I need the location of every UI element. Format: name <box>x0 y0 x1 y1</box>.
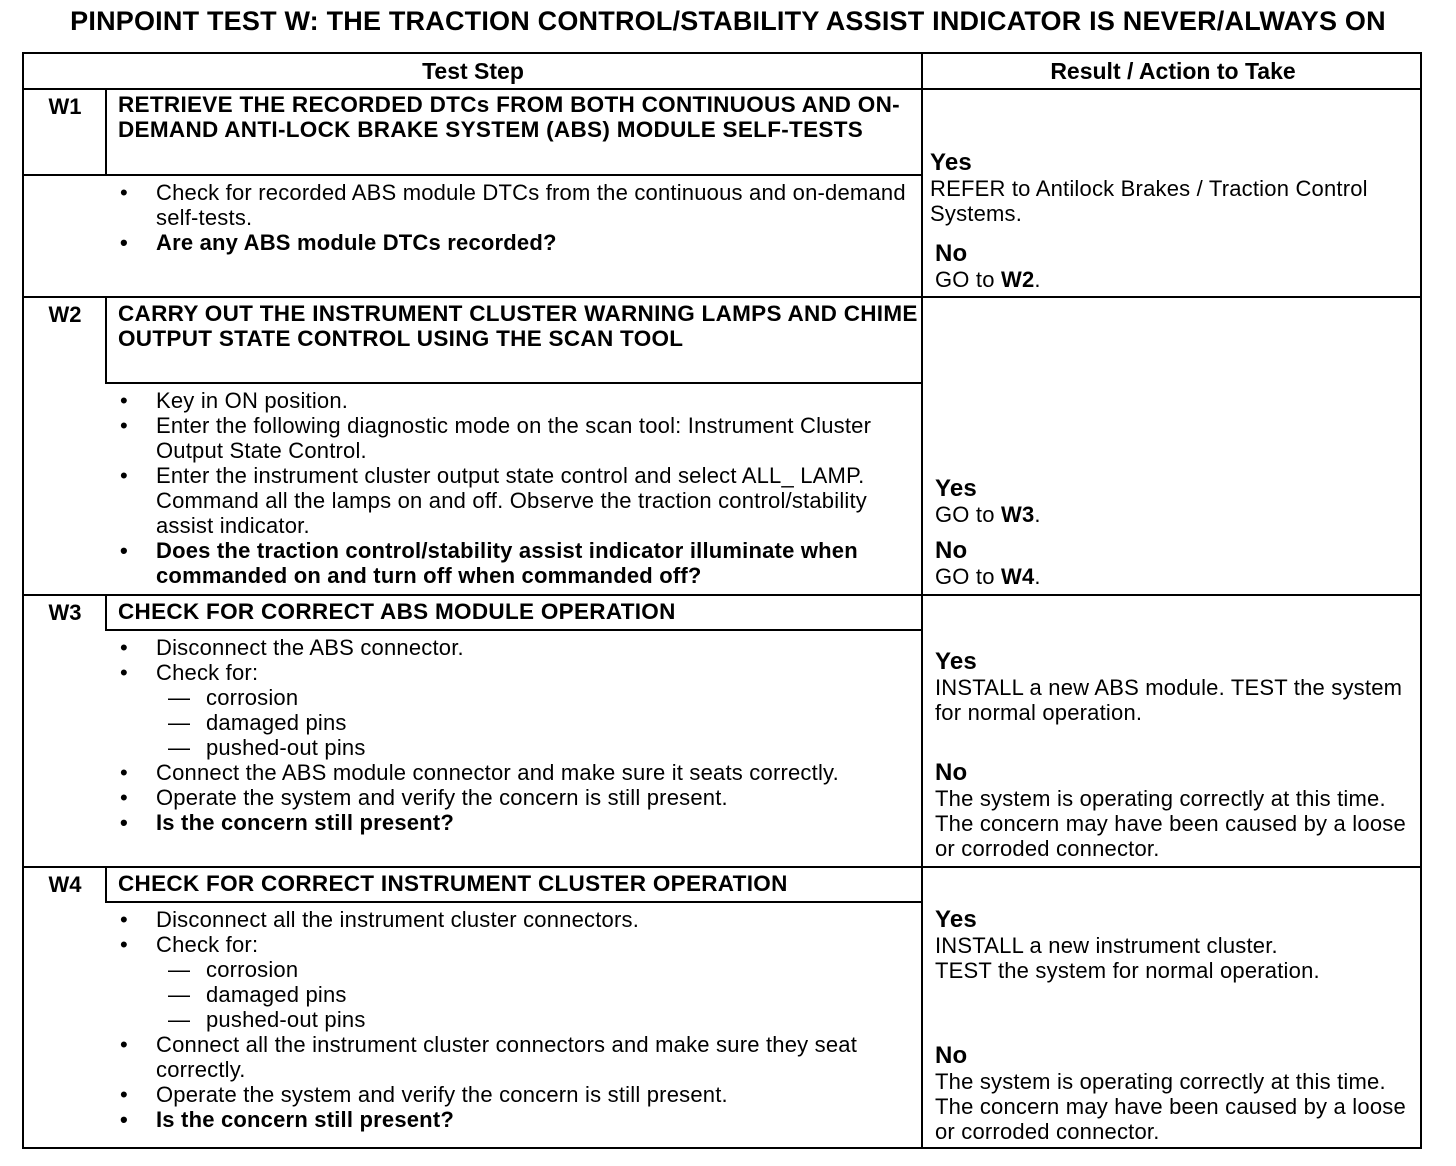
yes-label: Yes <box>930 149 972 176</box>
list-item: • Are any ABS module DTCs recorded? <box>118 230 918 255</box>
yes-end: . <box>1034 502 1041 527</box>
list-item: • Enter the following diagnostic mode on the scan tool: Instrument Cluster Output State Control. <box>118 413 918 463</box>
result-w2-no <box>935 537 1415 589</box>
no-label: No <box>935 537 968 564</box>
step-list-w2 <box>118 388 918 588</box>
step-id-w2: W2 <box>48 302 82 327</box>
no-label: No <box>935 759 968 786</box>
list-item: • Is the concern still present? <box>118 1107 918 1132</box>
list-item: • Connect all the instrument cluster connectors and make sure they seat correctly. <box>118 1032 918 1082</box>
list-item: • Check for: <box>118 660 918 685</box>
result-w1-yes <box>930 149 1410 226</box>
header-result: Result / Action to Take <box>1050 58 1296 84</box>
w4-title-rule <box>106 901 922 903</box>
step-title-w2: CARRY OUT THE INSTRUMENT CLUSTER WARNING LAMPS AND CHIME OUTPUT STATE CONTROL USING THE SCAN TOOL <box>118 301 918 351</box>
row-rule-w4 <box>24 866 1420 868</box>
yes-text: INSTALL a new instrument cluster. <box>935 933 1278 958</box>
result-w1-no <box>935 240 1415 292</box>
list-item: • Operate the system and verify the concern is still present. <box>118 785 918 810</box>
row-rule-w2 <box>24 296 1420 298</box>
list-item: • Check for recorded ABS module DTCs from the continuous and on-demand self-tests. <box>118 180 918 230</box>
list-item: — corrosion <box>118 957 918 982</box>
no-end: . <box>1034 267 1041 292</box>
no-text: The system is operating correctly at this time. The concern may have been caused by a loose or corroded connector. <box>935 1069 1406 1144</box>
step-id-w1: W1 <box>48 94 82 119</box>
no-text: The system is operating correctly at this time. The concern may have been caused by a loose or corroded connector. <box>935 786 1406 861</box>
w2-title-rule <box>106 382 922 384</box>
list-item: • Operate the system and verify the concern is still present. <box>118 1082 918 1107</box>
w3-title-rule <box>106 629 922 631</box>
yes-label: Yes <box>935 648 977 675</box>
step-ref: W4 <box>1001 564 1035 589</box>
yes-label: Yes <box>935 906 977 933</box>
result-w4-yes <box>935 906 1415 983</box>
no-end: . <box>1034 564 1041 589</box>
yes-text-2: TEST the system for normal operation. <box>935 958 1320 983</box>
column-divider <box>921 54 923 1149</box>
list-item: • Does the traction control/stability assist indicator illuminate when commanded on and turn off when commanded off? <box>118 538 918 588</box>
list-item: • Enter the instrument cluster output state control and select ALL_ LAMP. Command all the lamps on and off. Observe the traction control/stability assist indicator. <box>118 463 918 538</box>
list-item: • Check for: <box>118 932 918 957</box>
step-title-w1: RETRIEVE THE RECORDED DTCs FROM BOTH CONTINUOUS AND ON-DEMAND ANTI-LOCK BRAKE SYSTEM (ABS) MODULE SELF-TESTS <box>118 92 900 142</box>
list-item: • Disconnect the ABS connector. <box>118 635 918 660</box>
list-item: — corrosion <box>118 685 918 710</box>
header-rule <box>24 88 1420 90</box>
step-list-w1 <box>118 180 918 255</box>
pinpoint-test-table <box>22 52 1422 1149</box>
step-id-w3: W3 <box>48 600 82 625</box>
step-id-w4: W4 <box>48 872 82 897</box>
list-item: — pushed-out pins <box>118 1007 918 1032</box>
no-label: No <box>935 240 968 267</box>
step-list-w3 <box>118 635 918 835</box>
result-w2-yes <box>935 475 1415 527</box>
list-item: • Disconnect all the instrument cluster connectors. <box>118 907 918 932</box>
list-item: • Is the concern still present? <box>118 810 918 835</box>
no-text: GO to <box>935 564 995 589</box>
yes-label: Yes <box>935 475 977 502</box>
list-item: — pushed-out pins <box>118 735 918 760</box>
row-rule-w3 <box>24 594 1420 596</box>
header-test-step: Test Step <box>422 58 524 84</box>
yes-text: GO to <box>935 502 995 527</box>
list-item: — damaged pins <box>118 982 918 1007</box>
result-w4-no <box>935 1042 1415 1144</box>
step-ref: W2 <box>1001 267 1035 292</box>
yes-text: INSTALL a new ABS module. TEST the system for normal operation. <box>935 675 1403 725</box>
result-w3-no <box>935 759 1415 861</box>
step-title-w3: CHECK FOR CORRECT ABS MODULE OPERATION <box>118 599 676 624</box>
no-text: GO to <box>935 267 995 292</box>
step-title-w4: CHECK FOR CORRECT INSTRUMENT CLUSTER OPERATION <box>118 871 788 896</box>
list-item: • Key in ON position. <box>118 388 918 413</box>
result-w3-yes <box>935 648 1410 725</box>
list-item: — damaged pins <box>118 710 918 735</box>
no-label: No <box>935 1042 968 1069</box>
step-list-w4 <box>118 907 918 1132</box>
list-item: • Connect the ABS module connector and make sure it seats correctly. <box>118 760 918 785</box>
step-ref: W3 <box>1001 502 1035 527</box>
page-title: PINPOINT TEST W: THE TRACTION CONTROL/STABILITY ASSIST INDICATOR IS NEVER/ALWAYS ON <box>70 6 1386 36</box>
yes-text: REFER to Antilock Brakes / Traction Control Systems. <box>930 176 1368 226</box>
w1-title-rule <box>24 174 922 176</box>
